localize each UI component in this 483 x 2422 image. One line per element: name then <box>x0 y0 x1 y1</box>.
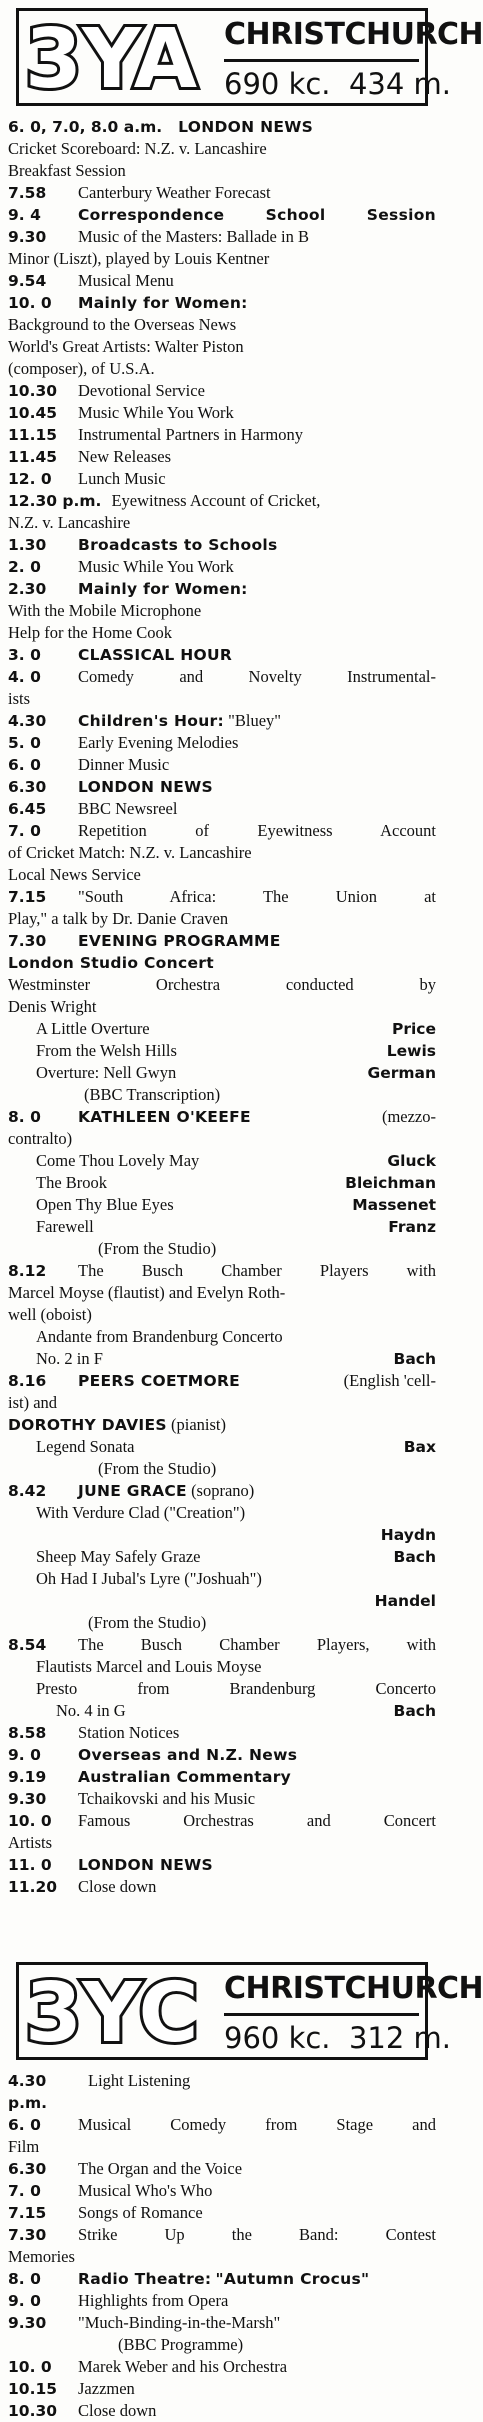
program-title: Marek Weber and his Orchestra <box>78 2357 288 2376</box>
program-time: 7.15 <box>8 888 47 906</box>
program-time: 4. 0 <box>8 668 41 686</box>
section-spacer <box>8 1898 436 1954</box>
program-detail: ist) and <box>8 1393 58 1412</box>
program-subtitle: "Autumn Crocus" <box>215 2270 370 2288</box>
program-note: (BBC Transcription) <box>84 1085 221 1104</box>
program-time: 6.30 <box>8 778 47 796</box>
program-time: 11.20 <box>8 1878 58 1896</box>
work-line <box>8 1436 436 1458</box>
program-time: 3. 0 <box>8 646 41 664</box>
program-entry <box>8 446 436 468</box>
program-time: 4.30 <box>8 712 47 730</box>
composer: Handel <box>374 1592 436 1610</box>
program-entry <box>8 2114 436 2136</box>
composer: Massenet <box>352 1196 436 1214</box>
station-header-3yc <box>16 1962 483 2061</box>
program-entry <box>8 2224 436 2246</box>
program-entry <box>8 2378 436 2400</box>
program-time: 8.58 <box>8 1724 47 1742</box>
program-title: PEERS COETMORE <box>78 1372 241 1390</box>
work-line <box>8 1216 436 1238</box>
composer: Franz <box>388 1218 436 1236</box>
work-title: The Brook <box>36 1173 108 1192</box>
program-detail: Marcel Moyse (flautist) and Evelyn Roth- <box>8 1283 286 1302</box>
program-time: 10. 0 <box>8 1812 52 1830</box>
program-title: Instrumental Partners in Harmony <box>78 425 303 444</box>
program-detail: World's Great Artists: Walter Piston <box>8 337 244 356</box>
program-title: LONDON NEWS <box>78 1856 214 1874</box>
program-title: Correspondence School Session <box>78 206 436 224</box>
program-time: 6.30 <box>8 2160 47 2178</box>
program-detail: of Cricket Match: N.Z. v. Lancashire <box>8 843 252 862</box>
program-entry <box>8 292 436 314</box>
program-title: Radio Theatre: <box>78 2270 212 2288</box>
work-title: Legend Sonata <box>36 1437 135 1456</box>
program-detail: Denis Wright <box>8 997 97 1016</box>
program-entry <box>8 1854 436 1876</box>
work-title: With Verdure Clad ("Creation") <box>36 1503 246 1522</box>
work-title: Oh Had I Jubal's Lyre ("Joshuah") <box>36 1569 262 1588</box>
program-entry <box>8 776 436 798</box>
program-entry <box>8 204 436 226</box>
program-entry <box>8 1766 436 1788</box>
program-entry <box>8 2070 436 2114</box>
program-entry <box>8 226 436 248</box>
program-title: Music While You Work <box>78 557 234 576</box>
program-detail: Westminster Orchestra conducted by <box>8 975 436 994</box>
program-entry <box>8 2290 436 2312</box>
program-time: 5. 0 <box>8 734 41 752</box>
work-line <box>8 1172 436 1194</box>
program-detail: N.Z. v. Lancashire <box>8 513 131 532</box>
program-time: 9.54 <box>8 272 47 290</box>
program-entry <box>8 424 436 446</box>
program-time: 2. 0 <box>8 558 41 576</box>
program-detail: Presto from Brandenburg Concerto <box>36 1679 436 1698</box>
program-note: (From the Studio) <box>88 1613 207 1632</box>
program-time: 7.58 <box>8 184 47 202</box>
program-time: 4.30 p.m. <box>8 2072 48 2112</box>
program-title: Highlights from Opera <box>78 2291 229 2310</box>
program-detail: Artists <box>8 1833 53 1852</box>
program-title: Comedy and Novelty Instrumental- <box>78 667 436 686</box>
station-city: CHRISTCHURCH <box>224 17 483 52</box>
program-time: 12. 0 <box>8 470 52 488</box>
program-entry <box>8 1480 436 1502</box>
work-line <box>8 1062 436 1084</box>
program-time: 6. 0 <box>8 2116 41 2134</box>
composer: Gluck <box>387 1152 436 1170</box>
program-entry <box>8 556 436 578</box>
work-title: No. 4 in G <box>56 1701 126 1720</box>
program-entry <box>8 1810 436 1832</box>
program-title: Lunch Music <box>78 469 166 488</box>
program-title: Musical Comedy from Stage and <box>78 2115 436 2134</box>
composer: Haydn <box>380 1526 436 1544</box>
program-entry <box>8 930 436 952</box>
work-line <box>8 1040 436 1062</box>
composer: Bach <box>393 1702 436 1720</box>
schedule-3ya <box>8 116 436 1898</box>
program-time: 1.30 <box>8 536 47 554</box>
program-title: Mainly for Women: <box>78 294 248 312</box>
program-entry <box>8 402 436 424</box>
program-time: 11.45 <box>8 448 58 466</box>
work-title: A Little Overture <box>36 1019 150 1038</box>
svg-text:3YC: 3YC <box>25 1966 199 2061</box>
schedule-3yc <box>8 2070 436 2422</box>
program-title: Canterbury Weather Forecast <box>78 183 271 202</box>
program-time: 9.19 <box>8 1768 47 1786</box>
program-entry <box>8 2202 436 2224</box>
program-title: Broadcasts to Schools <box>78 536 278 554</box>
work-title: No. 2 in F <box>36 1349 103 1368</box>
program-entry <box>8 1260 436 1282</box>
composer: Bach <box>393 1548 436 1566</box>
program-title: BBC Newsreel <box>78 799 178 818</box>
program-detail: Play," a talk by Dr. Danie Craven <box>8 909 229 928</box>
program-entry <box>8 578 436 600</box>
program-detail: Cricket Scoreboard: N.Z. v. Lancashire <box>8 139 267 158</box>
program-title: Close down <box>78 1877 157 1896</box>
program-time: 11.15 <box>8 426 58 444</box>
program-time: 8. 0 <box>8 2270 41 2288</box>
program-time: 8.12 <box>8 1262 47 1280</box>
program-note: (From the Studio) <box>98 1239 217 1258</box>
composer: German <box>367 1064 436 1082</box>
program-entry <box>8 644 436 666</box>
program-detail: Andante from Brandenburg Concerto <box>36 1327 283 1346</box>
program-title: Dinner Music <box>78 755 170 774</box>
composer: Bax <box>403 1438 436 1456</box>
station-header-3ya <box>16 8 483 107</box>
program-time: 7. 0 <box>8 822 41 840</box>
program-time: 12.30 p.m. <box>8 492 102 510</box>
program-entry <box>8 270 436 292</box>
program-title: Devotional Service <box>78 381 205 400</box>
work-line <box>8 1194 436 1216</box>
program-time: 6. 0 <box>8 756 41 774</box>
program-title: Close down <box>78 2401 157 2420</box>
program-title: "South Africa: The Union at <box>78 887 436 906</box>
program-entry <box>8 380 436 402</box>
program-page <box>0 8 483 2422</box>
program-time: 11. 0 <box>8 1856 52 1874</box>
work-line <box>8 1348 436 1370</box>
program-title: Eyewitness Account of Cricket, <box>111 491 321 510</box>
program-entry <box>8 2356 436 2378</box>
program-title: Famous Orchestras and Concert <box>78 1811 436 1830</box>
composer: Price <box>391 1020 436 1038</box>
station-logo-3yc <box>21 1966 221 2061</box>
program-detail: ists <box>8 689 31 708</box>
program-time: 10.30 <box>8 382 58 400</box>
program-entry <box>8 2400 436 2422</box>
program-note: (BBC Programme) <box>118 2335 244 2354</box>
program-title: JUNE GRACE <box>78 1482 187 1500</box>
program-title: The Busch Chamber Players with <box>78 1261 436 1280</box>
program-title: Australian Commentary <box>78 1768 292 1786</box>
program-entry <box>8 1788 436 1810</box>
program-entry <box>8 1876 436 1898</box>
program-time: 9. 4 <box>8 206 41 224</box>
program-title: EVENING PROGRAMME <box>78 932 281 950</box>
program-entry <box>8 1744 436 1766</box>
station-logo-3ya <box>21 12 221 107</box>
program-time: 8.16 <box>8 1372 47 1390</box>
work-line <box>8 1018 436 1040</box>
program-subtitle: (soprano) <box>191 1481 255 1500</box>
program-title: Mainly for Women: <box>78 580 248 598</box>
program-detail: (composer), of U.S.A. <box>8 359 155 378</box>
program-detail: With the Mobile Microphone <box>8 601 202 620</box>
program-time: 9. 0 <box>8 2292 41 2310</box>
program-entry <box>8 666 436 688</box>
program-time: 10.15 <box>8 2380 58 2398</box>
station-frequency-line <box>224 2013 452 2056</box>
composer: Bleichman <box>345 1174 436 1192</box>
program-time: 9.30 <box>8 1790 47 1808</box>
program-time: 6. 0, 7.0, 8.0 a.m. <box>8 118 163 136</box>
program-time: 7.30 <box>8 932 47 950</box>
program-title: Repetition of Eyewitness Account <box>78 821 436 840</box>
program-title: Musical Menu <box>78 271 174 290</box>
station-frequency: 960 kc. <box>224 2021 331 2055</box>
program-entry <box>8 2268 436 2290</box>
program-detail: Flautists Marcel and Louis Moyse <box>36 1657 262 1676</box>
program-title: Musical Who's Who <box>78 2181 213 2200</box>
program-entry <box>8 534 436 556</box>
work-title: Farewell <box>36 1217 94 1236</box>
program-time: 8. 0 <box>8 1108 41 1126</box>
program-title: Strike Up the Band: Contest <box>78 2225 436 2244</box>
program-time: 8.42 <box>8 1482 47 1500</box>
program-entry <box>8 820 436 842</box>
svg-text:3YA: 3YA <box>25 12 198 107</box>
program-time: 10. 0 <box>8 2358 52 2376</box>
program-title: The Organ and the Voice <box>78 2159 243 2178</box>
program-title: Jazzmen <box>78 2379 135 2398</box>
work-title: Open Thy Blue Eyes <box>36 1195 174 1214</box>
program-title: Light Listening <box>88 2071 191 2090</box>
program-title: "Much-Binding-in-the-Marsh" <box>78 2313 281 2332</box>
program-entry <box>8 710 436 732</box>
station-frequency: 690 kc. <box>224 67 331 101</box>
program-time: 7.15 <box>8 2204 47 2222</box>
program-entry <box>8 1634 436 1656</box>
work-title: Sheep May Safely Graze <box>36 1547 201 1566</box>
program-time: 8.54 <box>8 1636 47 1654</box>
program-entry <box>8 754 436 776</box>
program-entry <box>8 490 436 512</box>
program-entry <box>8 886 436 908</box>
program-title: Music of the Masters: Ballade in B <box>78 227 309 246</box>
program-detail: Background to the Overseas News <box>8 315 237 334</box>
station-wavelength: 434 m. <box>348 67 452 101</box>
program-time: 7.30 <box>8 2226 47 2244</box>
program-detail: well (oboist) <box>8 1305 92 1324</box>
program-entry <box>8 116 436 138</box>
station-city: CHRISTCHURCH <box>224 1971 483 2006</box>
work-line <box>8 1150 436 1172</box>
program-entry <box>8 2158 436 2180</box>
program-entry <box>8 1106 436 1128</box>
program-entry <box>8 798 436 820</box>
program-title: Music While You Work <box>78 403 234 422</box>
program-detail: contralto) <box>8 1129 73 1148</box>
program-title: LONDON NEWS <box>178 118 314 136</box>
program-entry <box>8 182 436 204</box>
program-time: 10. 0 <box>8 294 52 312</box>
work-title: Come Thou Lovely May <box>36 1151 200 1170</box>
program-subtitle: "Bluey" <box>228 711 282 730</box>
performer-name: DOROTHY DAVIES <box>8 1416 167 1434</box>
program-title: New Releases <box>78 447 172 466</box>
program-entry <box>8 2312 436 2334</box>
program-note: (From the Studio) <box>98 1459 217 1478</box>
station-wavelength: 312 m. <box>348 2021 452 2055</box>
program-detail: Memories <box>8 2247 75 2266</box>
program-time: 10.45 <box>8 404 58 422</box>
program-detail: Film <box>8 2137 40 2156</box>
work-line <box>8 1700 436 1722</box>
program-title: CLASSICAL HOUR <box>78 646 233 664</box>
program-time: 7. 0 <box>8 2182 41 2200</box>
program-subtitle: (English 'cell- <box>343 1371 436 1390</box>
program-entry <box>8 2180 436 2202</box>
program-title: Overseas and N.Z. News <box>78 1746 298 1764</box>
station-frequency-line <box>224 59 452 102</box>
program-detail <box>8 1414 436 1436</box>
work-title: Overture: Nell Gwyn <box>36 1063 177 1082</box>
composer: Bach <box>393 1350 436 1368</box>
program-title: The Busch Chamber Players, with <box>78 1635 436 1654</box>
program-detail: Minor (Liszt), played by Louis Kentner <box>8 249 270 268</box>
program-entry <box>8 468 436 490</box>
program-entry <box>8 732 436 754</box>
performer-role: (pianist) <box>170 1415 226 1434</box>
program-title: Tchaikovski and his Music <box>78 1789 256 1808</box>
program-title: LONDON NEWS <box>78 778 214 796</box>
composer: Lewis <box>386 1042 436 1060</box>
program-detail: Breakfast Session <box>8 161 126 180</box>
work-line <box>8 1546 436 1568</box>
program-subtitle: (mezzo- <box>381 1107 436 1126</box>
program-title: Songs of Romance <box>78 2203 203 2222</box>
program-entry <box>8 1722 436 1744</box>
program-time: 9.30 <box>8 2314 47 2332</box>
program-detail: London Studio Concert <box>8 954 214 972</box>
program-time: 9. 0 <box>8 1746 41 1764</box>
program-title: Early Evening Melodies <box>78 733 239 752</box>
program-time: 2.30 <box>8 580 47 598</box>
program-entry <box>8 1370 436 1392</box>
program-time: 9.30 <box>8 228 47 246</box>
work-title: From the Welsh Hills <box>36 1041 177 1060</box>
program-title: Children's Hour: <box>78 712 224 730</box>
program-title: KATHLEEN O'KEEFE <box>78 1108 251 1126</box>
program-time: 10.30 <box>8 2402 58 2420</box>
program-title: Station Notices <box>78 1723 180 1742</box>
program-time: 6.45 <box>8 800 47 818</box>
program-detail: Local News Service <box>8 865 141 884</box>
program-detail: Help for the Home Cook <box>8 623 173 642</box>
